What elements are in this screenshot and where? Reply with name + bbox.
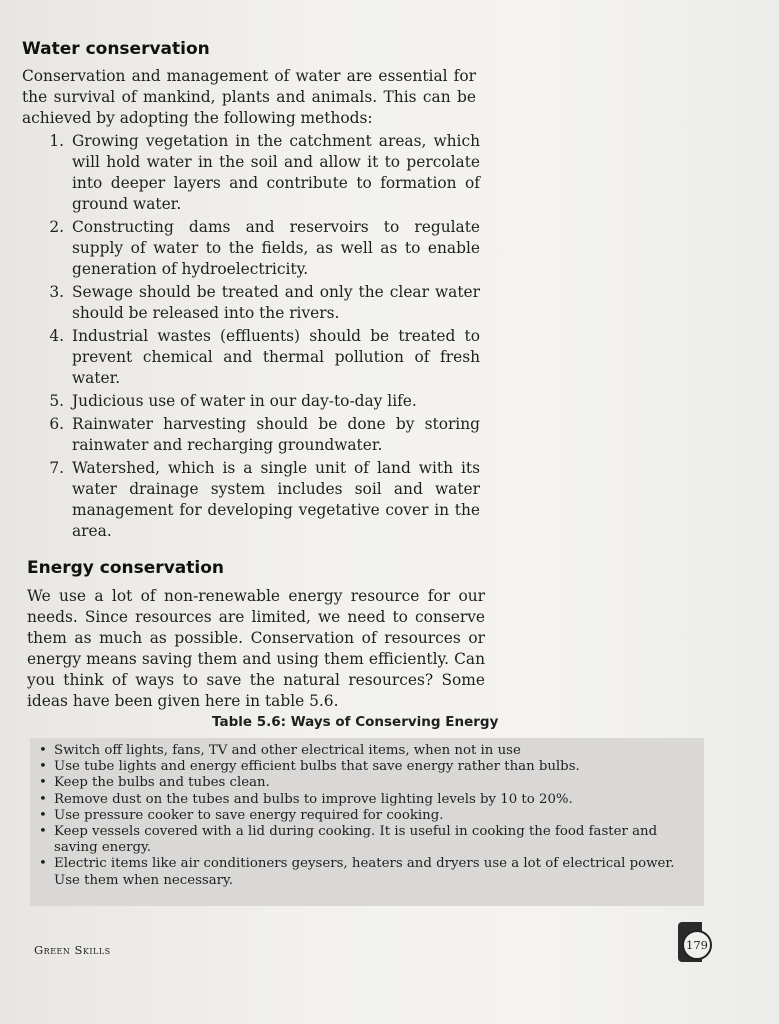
list-number: 3. [49,283,64,301]
water-conservation-heading: Water conservation [22,39,210,59]
list-text: Constructing dams and reservoirs to regulate supply of water to the fields, as well as to enable generation of hydroelectricity. [72,218,480,278]
energy-tips-box [30,738,704,906]
energy-tip-item: • Electric items like air conditioners geysers, heaters and dryers use a lot of electrical power. Use them when necessary. [38,856,694,888]
list-number: 1. [49,132,64,150]
energy-tip-item: • Keep vessels covered with a lid during cooking. It is useful in cooking the food faster and saving energy. [38,824,694,856]
energy-tip-item: • Remove dust on the tubes and bulbs to improve lighting levels by 10 to 20%. [38,792,694,808]
list-number: 4. [49,327,64,345]
energy-tip-item: • Keep the bulbs and tubes clean. [38,775,694,791]
list-text: Judicious use of water in our day-to-day life. [72,392,417,410]
water-method-item [40,217,480,280]
water-method-item [40,282,480,324]
energy-tip-item: • Use tube lights and energy efficient bulbs that save energy rather than bulbs. [38,759,694,775]
table-title: Table 5.6: Ways of Conserving Energy [212,714,499,730]
water-method-item [40,458,480,542]
water-method-item [40,391,480,412]
water-method-item [40,414,480,456]
energy-tip-item: • Use pressure cooker to save energy required for cooking. [38,808,694,824]
list-number: 5. [49,392,64,410]
water-intro-paragraph: Conservation and management of water are essential for the survival of mankind, plants and animals. This can be achieved by adopting the following methods: [22,67,476,127]
list-text: Rainwater harvesting should be done by storing rainwater and recharging groundwater. [72,415,480,454]
list-number: 2. [49,218,64,236]
water-method-item [40,326,480,389]
page-number: 179 [682,930,712,960]
energy-conservation-heading: Energy conservation [27,558,224,578]
water-methods-list [40,131,480,544]
footer-book-title: Green Skills [34,943,111,957]
energy-intro-paragraph: We use a lot of non-renewable energy resource for our needs. Since resources are limited, we need to conserve them as much as possible. Conservation of resources or energy means saving them and using them efficiently. Can you think of ways to save the natural resources? Some ideas have been given here in table 5.6. [27,587,485,710]
list-text: Industrial wastes (effluents) should be treated to prevent chemical and thermal pollution of fresh water. [72,327,480,387]
energy-tips-list [38,743,694,889]
energy-tip-item: • Switch off lights, fans, TV and other electrical items, when not in use [38,743,694,759]
water-method-item [40,131,480,215]
list-text: Watershed, which is a single unit of land with its water drainage system includes soil and water management for developing vegetative cover in the area. [72,459,480,540]
list-text: Growing vegetation in the catchment areas, which will hold water in the soil and allow it to percolate into deeper layers and contribute to formation of ground water. [72,132,480,213]
list-number: 6. [49,415,64,433]
list-text: Sewage should be treated and only the clear water should be released into the rivers. [72,283,480,322]
page-number-badge [676,922,716,962]
list-number: 7. [49,459,64,477]
